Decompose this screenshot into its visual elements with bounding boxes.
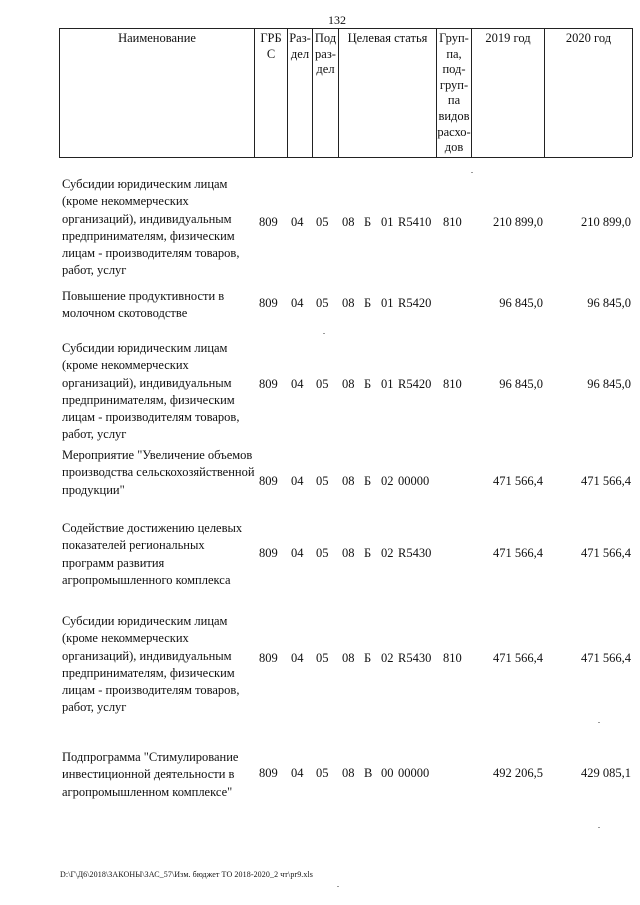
row-2019: 96 845,0 xyxy=(499,377,543,391)
header-name: Наименование xyxy=(118,31,196,45)
header-target-article: Целевая статья xyxy=(347,31,428,45)
row-grbs: 809 xyxy=(259,546,278,560)
header-2020: 2020 год xyxy=(565,31,612,45)
row-cs-subprogram: Б xyxy=(364,546,372,560)
row-grbs: 809 xyxy=(259,296,278,310)
row-name: Субсидии юридическим лицам (кроме некоммерческих организаций), индивидуальным предпринимателям, физическим лицам - производителям товаров, работ, услуг xyxy=(62,614,240,715)
row-name: Повышение продуктивности в молочном скотоводстве xyxy=(62,289,225,321)
scan-speck xyxy=(323,333,325,334)
row-name: Мероприятие "Увеличение объемов производства сельскохозяйственной продукции" xyxy=(62,448,255,497)
row-2019: 492 206,5 xyxy=(493,766,543,780)
row-razdel: 04 xyxy=(291,377,304,391)
row-podrazdel: 05 xyxy=(316,546,329,560)
row-grbs: 809 xyxy=(259,474,278,488)
scan-speck xyxy=(471,172,473,173)
row-cs-direction: R5430 xyxy=(398,651,432,665)
row-podrazdel: 05 xyxy=(316,474,329,488)
row-cs-program: 08 xyxy=(342,766,355,780)
row-name: Содействие достижению целевых показателей региональных программ развития агропромышленного комплекса xyxy=(62,521,243,587)
row-2020: 471 566,4 xyxy=(581,546,631,560)
row-cs-program: 08 xyxy=(342,215,355,229)
scan-speck xyxy=(598,827,600,828)
row-2020: 471 566,4 xyxy=(581,474,631,488)
row-name: Субсидии юридическим лицам (кроме некоммерческих организаций), индивидуальным предпринимателям, физическим лицам - производителям товаров, работ, услуг xyxy=(62,177,240,278)
row-name: Подпрограмма "Стимулирование инвестиционной деятельности в агропромышленном комплексе" xyxy=(62,750,239,799)
footer-file-path: D:\Г\Д6\2018\ЗАКОНЫ\ЗАС_57\Изм. бюджет ТО 2018-2020_2 чт\pr9.xls xyxy=(60,870,314,879)
row-cs-subprogram: В xyxy=(364,766,373,780)
row-cs-direction: R5410 xyxy=(398,215,432,229)
row-2019: 96 845,0 xyxy=(499,296,543,310)
header-podrazdel: Под раз- дел xyxy=(314,31,337,76)
row-podrazdel: 05 xyxy=(316,296,329,310)
row-podrazdel: 05 xyxy=(316,766,329,780)
row-grbs: 809 xyxy=(259,215,278,229)
row-cs-subprogram: Б xyxy=(364,474,372,488)
row-grbs: 809 xyxy=(259,377,278,391)
row-2020: 429 085,1 xyxy=(581,766,631,780)
row-cs-subprogram: Б xyxy=(364,215,372,229)
row-vr: 810 xyxy=(443,215,462,229)
row-cs-program: 08 xyxy=(342,296,355,310)
header-grbs: ГРБ С xyxy=(260,31,282,61)
row-cs-program: 08 xyxy=(342,546,355,560)
header-2019: 2019 год xyxy=(485,31,531,45)
row-cs-direction: R5430 xyxy=(398,546,432,560)
row-name: Субсидии юридическим лицам (кроме некоммерческих организаций), индивидуальным предпринимателям, физическим лицам - производителям товаров, работ, услуг xyxy=(62,341,240,442)
row-razdel: 04 xyxy=(291,296,304,310)
row-cs-event: 02 xyxy=(381,651,394,665)
row-cs-event: 01 xyxy=(381,377,394,391)
row-cs-program: 08 xyxy=(342,474,355,488)
row-vr: 810 xyxy=(443,651,462,665)
row-2020: 96 845,0 xyxy=(587,296,631,310)
row-cs-program: 08 xyxy=(342,651,355,665)
row-cs-event: 01 xyxy=(381,296,394,310)
page-number: 132 xyxy=(328,13,346,27)
scan-speck xyxy=(598,722,600,723)
row-cs-direction: R5420 xyxy=(398,377,432,391)
row-2020: 210 899,0 xyxy=(581,215,631,229)
row-grbs: 809 xyxy=(259,651,278,665)
row-podrazdel: 05 xyxy=(316,651,329,665)
header-expense-group: Груп- па, под- груп- па видов расхо- дов xyxy=(437,31,471,155)
row-cs-subprogram: Б xyxy=(364,377,372,391)
row-2019: 471 566,4 xyxy=(493,546,543,560)
row-grbs: 809 xyxy=(259,766,278,780)
row-cs-subprogram: Б xyxy=(364,296,372,310)
row-cs-direction: R5420 xyxy=(398,296,432,310)
row-2019: 210 899,0 xyxy=(493,215,543,229)
header-razdel: Раз- дел xyxy=(289,31,311,61)
row-2019: 471 566,4 xyxy=(493,474,543,488)
row-razdel: 04 xyxy=(291,546,304,560)
row-cs-subprogram: Б xyxy=(364,651,372,665)
row-cs-direction: 00000 xyxy=(398,474,430,488)
row-cs-event: 00 xyxy=(381,766,394,780)
row-2020: 471 566,4 xyxy=(581,651,631,665)
row-razdel: 04 xyxy=(291,651,304,665)
row-razdel: 04 xyxy=(291,215,304,229)
row-2020: 96 845,0 xyxy=(587,377,631,391)
row-cs-event: 02 xyxy=(381,546,394,560)
row-cs-direction: 00000 xyxy=(398,766,430,780)
row-cs-event: 02 xyxy=(381,474,394,488)
row-podrazdel: 05 xyxy=(316,377,329,391)
row-vr: 810 xyxy=(443,377,462,391)
row-cs-event: 01 xyxy=(381,215,394,229)
row-razdel: 04 xyxy=(291,766,304,780)
row-podrazdel: 05 xyxy=(316,215,329,229)
row-2019: 471 566,4 xyxy=(493,651,543,665)
row-razdel: 04 xyxy=(291,474,304,488)
row-cs-program: 08 xyxy=(342,377,355,391)
scan-speck xyxy=(337,886,339,887)
